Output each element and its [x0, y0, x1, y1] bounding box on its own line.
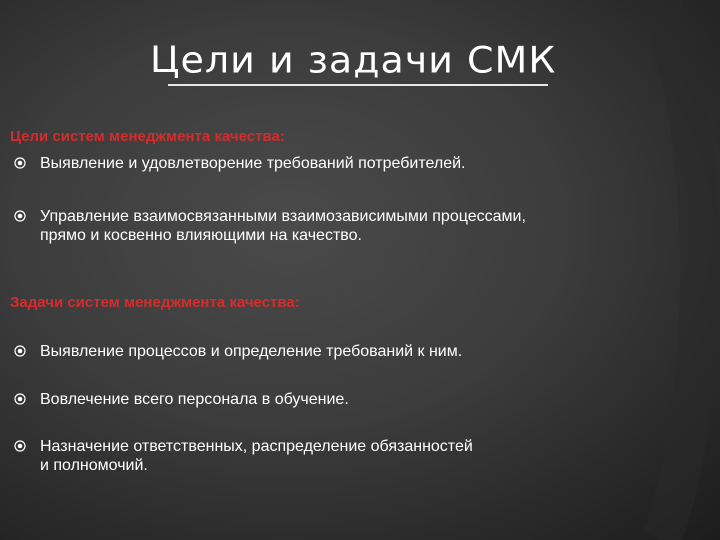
title-underline — [168, 84, 548, 86]
slide-title: Цели и задачи СМК — [150, 39, 557, 81]
list-item-text: Назначение ответственных, распределение обязанностей и полномочий. — [40, 438, 473, 474]
circled-dot-icon — [14, 393, 26, 405]
circled-dot-icon — [14, 157, 26, 169]
circled-dot-icon — [14, 440, 26, 452]
goals-heading: Цели систем менеджмента качества: — [10, 128, 285, 145]
tasks-heading: Задачи систем менеджмента качества: — [10, 294, 300, 311]
list-item-text: Управление взаимосвязанными взаимозависимыми процессами, прямо и косвенно влияющими на качество. — [40, 208, 526, 244]
list-item-text: Вовлечение всего персонала в обучение. — [40, 391, 349, 408]
circled-dot-icon — [14, 210, 26, 222]
list-item-text: Выявление процессов и определение требований к ним. — [40, 343, 463, 360]
circled-dot-icon — [14, 345, 26, 357]
list-item-text: Выявление и удовлетворение требований потребителей. — [40, 155, 466, 172]
